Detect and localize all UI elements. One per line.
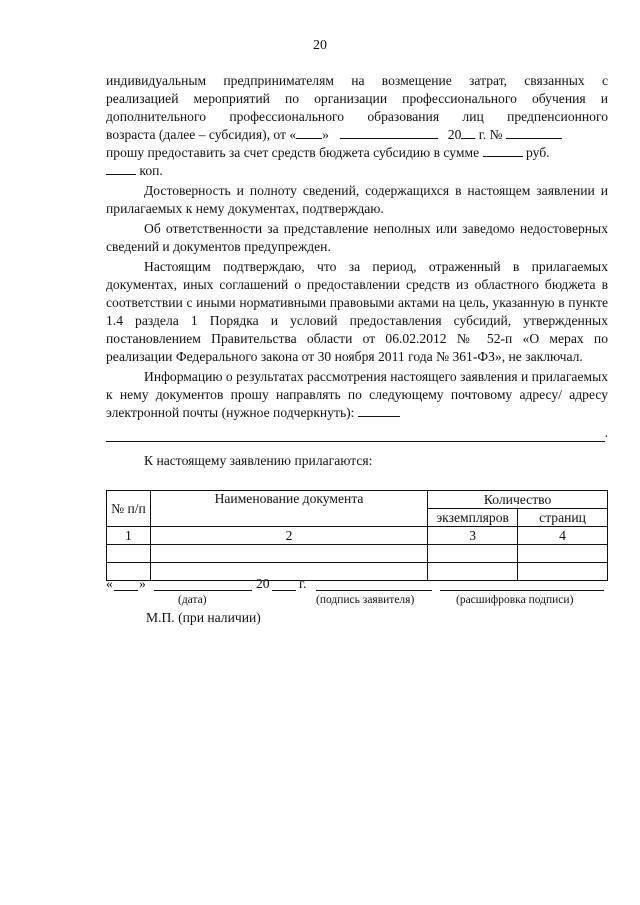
sign-quote-open: « [106,576,113,591]
p1-line2: реализацией мероприятий по организации профессионального обучения и [106,91,608,106]
day-blank[interactable] [296,126,322,139]
p1-line6 [106,162,608,180]
number-blank[interactable] [506,126,562,139]
header-number: № п/п [107,491,151,527]
rub-label: руб. [525,145,550,160]
sign-day-blank[interactable] [114,578,138,591]
header-copies: экземпляров [428,509,518,527]
header-quantity: Количество [428,491,608,509]
signature-block [106,576,608,606]
address-line-row [106,424,608,442]
p1-line5-text: прошу предоставить за счет средств бюджета субсидию в сумме [106,145,480,160]
index-cell: 2 [150,527,427,545]
signature-row [106,576,608,594]
paragraph-address-request [106,368,608,422]
index-cell: 4 [518,527,608,545]
p1-line4-text: возраста (далее – субсидия), от « [106,127,297,142]
table-row [107,545,608,563]
p1-line1: индивидуальным предпринимателям на возмещение затрат, связанных с [106,73,608,88]
signature-blank[interactable] [316,578,432,591]
caption-decoding: (расшифровка подписи) [456,594,574,606]
sum-rub-blank[interactable] [483,144,523,157]
stamp-note: М.П. (при наличии) [146,610,261,625]
header-document-name: Наименование документа [150,491,427,527]
header-pages: страниц [518,509,608,527]
paragraph-confirmation: Настоящим подтверждаю, что за период, отраженный в прилагаемых документах, иных соглашений о предоставлении средств из областного бюджета в соответствии с иными нормативными правовыми актами на цель, указанную в пункте 1.4 раздела 1 Порядка и условий предоставления субсидий, утвержденных постановлением Правительства области от 06.02.2012 № 52-п «О мерах по реализации Федерального закона от 30 ноября 2011 года № 361-ФЗ», не заключал. [106,259,608,364]
document-body [106,72,608,581]
sign-month-blank[interactable] [154,578,252,591]
quote-close: » [322,127,329,142]
table-cell[interactable] [107,545,151,563]
table-cell[interactable] [428,545,518,563]
paragraph-responsibility: Об ответственности за представление неполных или заведомо недостоверных сведений и документов предупрежден. [106,221,608,254]
p1-line3: дополнительного профессионального образования лиц предпенсионного [106,109,608,124]
sign-year-blank[interactable] [272,578,296,591]
table-index-row [107,527,608,545]
table-header-row [107,491,608,509]
attachments-intro: К настоящему заявлению прилагаются: [144,453,373,468]
p1-line4 [106,126,608,144]
signature-decoding-blank[interactable] [440,578,604,591]
index-cell: 1 [107,527,151,545]
month-blank[interactable] [340,126,438,139]
address-line-period: . [604,425,608,440]
page-number: 20 [313,38,327,53]
paragraph-application-text [106,72,608,180]
address-blank-inline[interactable] [358,404,400,417]
number-label: г. № [478,127,503,142]
caption-signature: (подпись заявителя) [316,594,415,606]
sign-year-prefix: 20 [256,576,270,591]
index-cell: 3 [428,527,518,545]
paragraph-reliability: Достоверность и полноту сведений, содержащихся в настоящем заявлении и прилагаемых к нему документах, подтверждаю. [106,183,608,216]
sum-kop-blank[interactable] [106,162,136,175]
kop-label: коп. [139,163,163,178]
caption-date: (дата) [178,594,207,606]
attachments-table [106,490,608,581]
address-blank-line[interactable] [106,431,605,442]
year-blank[interactable] [461,126,475,139]
sign-quote-close: » [139,576,146,591]
address-request-text: Информацию о результатах рассмотрения настоящего заявления и прилагаемых к нему документов прошу направлять по следующему почтовому адресу/ адресу электронной почты (нужное подчеркнуть): [106,369,609,420]
table-cell[interactable] [150,545,427,563]
table-cell[interactable] [518,545,608,563]
p1-line5 [106,144,608,162]
year-prefix: 20 [447,127,462,142]
sign-year-suffix: г. [299,576,307,591]
